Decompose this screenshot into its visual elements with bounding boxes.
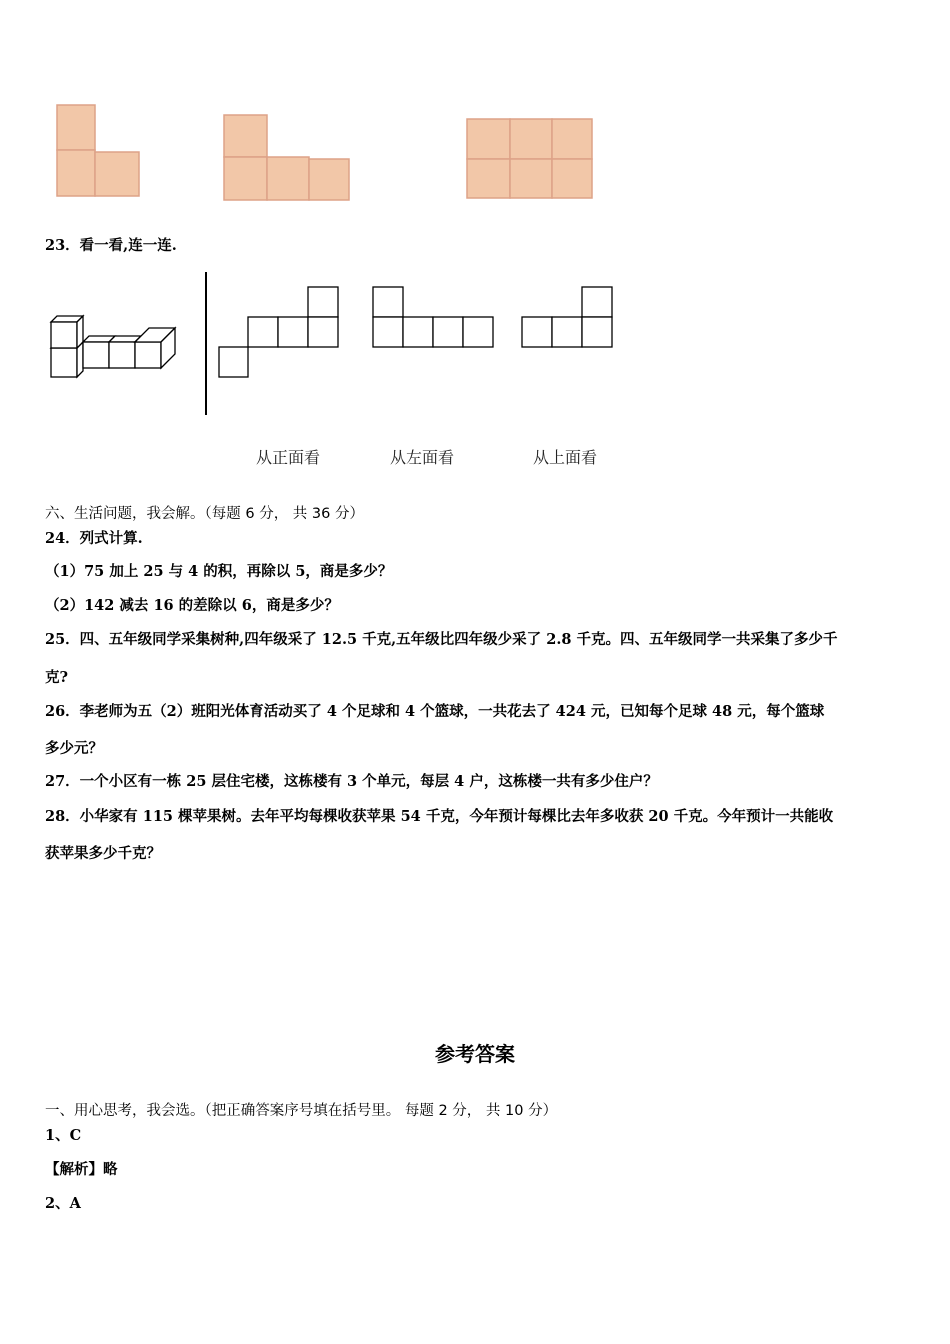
question-24: 24．列式计算. <box>45 530 143 547</box>
question-28-line-1: 28．小华家有 115 棵苹果树。去年平均每棵收获苹果 54 千克，今年预计每棵比去年多收获 20 千克。今年预计一共能收 <box>45 808 834 825</box>
tile-view-2 <box>222 113 354 203</box>
tile-view-3 <box>464 116 596 202</box>
question-25-line-1: 25．四、五年级同学采集树种,四年级采了 12.5 千克,五年级比四年级少采了 2.8 千克。四、五年级同学一共采集了多少千 <box>45 631 838 648</box>
answer-1-analysis: 【解析】略 <box>45 1161 118 1178</box>
grid-view-l-shape <box>371 285 497 350</box>
grid-view-staircase <box>217 285 341 380</box>
answers-title: 参考答案 <box>435 1042 515 1066</box>
answer-2: 2、A <box>45 1195 81 1212</box>
vertical-divider <box>205 272 207 415</box>
question-27: 27．一个小区有一栋 25 层住宅楼，这栋楼有 3 个单元，每层 4 户，这栋楼一共有多少住户？ <box>45 773 658 790</box>
tile-view-1 <box>55 103 145 199</box>
question-24-part-1: （1）75 加上 25 与 4 的积，再除以 5，商是多少？ <box>45 563 393 580</box>
question-23-label: 23．看一看,连一连. <box>45 237 177 254</box>
view-label-front: 从正面看 <box>256 448 321 467</box>
answers-section-1-heading: 一、用心思考，我会选。（把正确答案序号填在括号里。 每题 2 分， 共 10 分） <box>45 1103 558 1119</box>
view-label-left: 从左面看 <box>390 448 455 467</box>
answer-1: 1、C <box>45 1127 82 1144</box>
view-label-top: 从上面看 <box>533 448 598 467</box>
question-25-line-2: 克? <box>45 669 68 686</box>
grid-view-three <box>520 285 616 350</box>
cube-solid-figure <box>45 310 185 382</box>
question-26-line-1: 26．李老师为五（2）班阳光体育活动买了 4 个足球和 4 个篮球，一共花去了 424 元，已知每个足球 48 元，每个篮球 <box>45 703 825 720</box>
question-26-line-2: 多少元？ <box>45 740 103 757</box>
section-6-heading: 六、生活问题，我会解。（每题 6 分， 共 36 分） <box>45 506 364 522</box>
question-24-part-2: （2）142 减去 16 的差除以 6，商是多少？ <box>45 597 339 614</box>
question-28-line-2: 获苹果多少千克？ <box>45 845 161 862</box>
